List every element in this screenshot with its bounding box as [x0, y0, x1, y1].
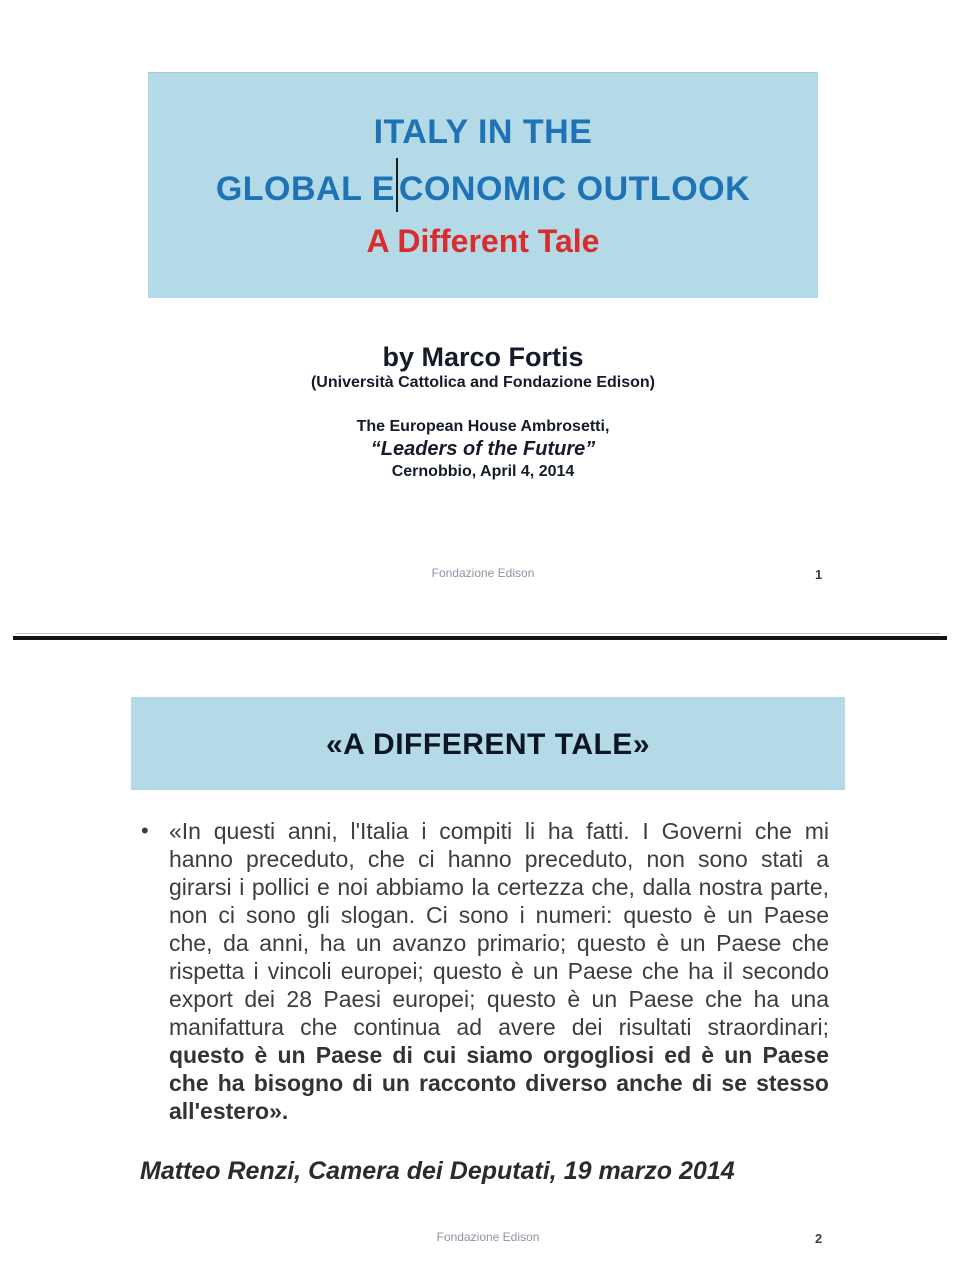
text-cursor	[396, 158, 398, 212]
author-name: by Marco Fortis	[382, 342, 584, 372]
event-location-date: Cernobbio, April 4, 2014	[391, 463, 575, 480]
slide1-author-block	[148, 341, 818, 483]
bullet-icon: •	[141, 818, 149, 843]
quote-attribution: Matteo Renzi, Camera dei Deputati, 19 marzo 2014	[140, 1157, 735, 1185]
slide2-page-number: 2	[815, 1231, 823, 1246]
quote-regular-text: «In questi anni, l'Italia i compiti li ha fatti. I Governi che mi hanno preceduto, che ci hanno preceduto, non sono stati a girarsi i pollici e noi abbiamo la certezza che, dalla nostra parte, non ci sono gli slogan. Ci sono i numeri: questo è un Paese che, da anni, ha un avanzo primario; questo è un Paese che rispetta i vincoli europei; questo è un Paese che ha il secondo export dei 28 Paesi europei; questo è un Paese che ha una manifattura che continua ad avere dei risultati straordinari;	[169, 818, 829, 1040]
slide1-title-block	[148, 73, 818, 268]
slide1-title-box	[148, 72, 818, 298]
slide1-title-line2	[148, 158, 818, 215]
quote-bold-text: questo è un Paese di cui siamo orgogliosi ed è un Paese che ha bisogno di un racconto diverso anche di se stesso all'estero».	[169, 1042, 829, 1124]
slide1-footer-org: Fondazione Edison	[431, 566, 535, 580]
slide1-title-line2-pre: GLOBAL E	[215, 170, 395, 208]
slide2-footer-org: Fondazione Edison	[436, 1230, 540, 1244]
slide1-title-line2-post: CONOMIC OUTLOOK	[398, 170, 751, 208]
slide1-subtitle: A Different Tale	[366, 223, 600, 259]
event-theme: “Leaders of the Future”	[370, 438, 596, 460]
slide2-header-title: «A DIFFERENT TALE»	[325, 728, 650, 761]
slide1-title-line1: ITALY IN THE	[373, 113, 593, 151]
event-block	[148, 416, 818, 483]
event-name: The European House Ambrosetti,	[356, 418, 610, 435]
slide2-quote-bullet-item	[141, 817, 829, 1125]
quote-paragraph	[169, 817, 829, 1125]
slide1-page-number: 1	[815, 567, 823, 582]
author-affiliation: (Università Cattolica and Fondazione Edison)	[310, 374, 656, 391]
slide-divider-line	[13, 636, 947, 640]
slide2-header-box	[131, 697, 845, 790]
